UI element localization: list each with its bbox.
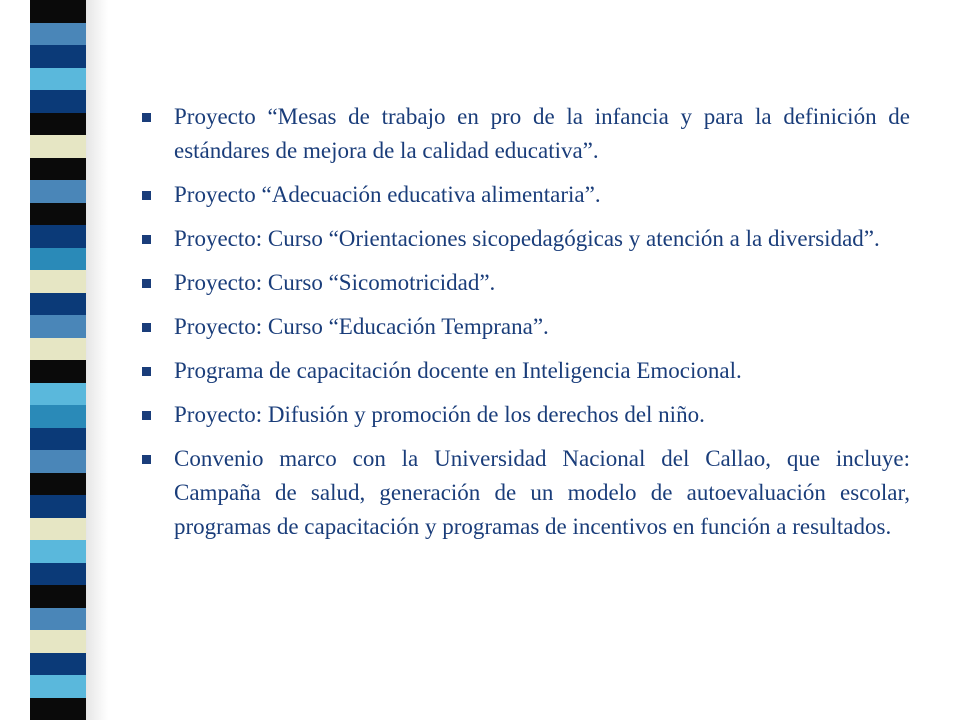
band-segment xyxy=(30,180,86,203)
band-segment xyxy=(30,383,86,406)
square-bullet-icon xyxy=(142,367,151,376)
band-segment xyxy=(30,68,86,91)
bullet-text: Convenio marco con la Universidad Nacional del Callao, que incluye: Campaña de salud, generación de un modelo de autoevaluación escolar, programas de capacitación y programas de incentivos en función a resultados. xyxy=(174,446,910,539)
band-segment xyxy=(30,0,86,23)
band-segment xyxy=(30,428,86,451)
bullet-text: Proyecto: Curso “Educación Temprana”. xyxy=(174,314,549,339)
square-bullet-icon xyxy=(142,235,151,244)
band-segment xyxy=(30,203,86,226)
bullet-text: Proyecto: Difusión y promoción de los derechos del niño. xyxy=(174,402,705,427)
band-segment xyxy=(30,518,86,541)
bullet-text: Proyecto “Adecuación educativa alimentaria”. xyxy=(174,182,601,207)
band-segment xyxy=(30,158,86,181)
square-bullet-icon xyxy=(142,323,151,332)
band-segment xyxy=(30,563,86,586)
band-segment xyxy=(30,135,86,158)
square-bullet-icon xyxy=(142,455,151,464)
band-segment xyxy=(30,473,86,496)
bullet-item xyxy=(140,222,910,256)
band-segment xyxy=(30,293,86,316)
bullet-item xyxy=(140,266,910,300)
band-segment xyxy=(30,338,86,361)
band-segment xyxy=(30,495,86,518)
bullet-item xyxy=(140,442,910,544)
bullet-text: Programa de capacitación docente en Inteligencia Emocional. xyxy=(174,358,742,383)
band-segment xyxy=(30,360,86,383)
bullet-item xyxy=(140,100,910,168)
square-bullet-icon xyxy=(142,411,151,420)
band-shadow xyxy=(86,0,108,720)
bullet-text: Proyecto: Curso “Orientaciones sicopedagógicas y atención a la diversidad”. xyxy=(174,226,880,251)
slide-content xyxy=(140,100,910,554)
band-segment xyxy=(30,113,86,136)
bullet-item xyxy=(140,354,910,388)
square-bullet-icon xyxy=(142,279,151,288)
band-segment xyxy=(30,23,86,46)
band-segment xyxy=(30,585,86,608)
band-segment xyxy=(30,653,86,676)
band-segment xyxy=(30,405,86,428)
band-segment xyxy=(30,630,86,653)
band-segment xyxy=(30,315,86,338)
band-segment xyxy=(30,450,86,473)
band-segment xyxy=(30,45,86,68)
band-segment xyxy=(30,248,86,271)
bullet-item xyxy=(140,178,910,212)
band-segment xyxy=(30,90,86,113)
band-segment xyxy=(30,270,86,293)
bullet-item xyxy=(140,398,910,432)
band-segment xyxy=(30,540,86,563)
band-segment xyxy=(30,675,86,698)
band-segment xyxy=(30,608,86,631)
band-segment xyxy=(30,225,86,248)
square-bullet-icon xyxy=(142,191,151,200)
square-bullet-icon xyxy=(142,113,151,122)
bullet-text: Proyecto: Curso “Sicomotricidad”. xyxy=(174,270,496,295)
bullet-item xyxy=(140,310,910,344)
bullet-list xyxy=(140,100,910,544)
band-segment xyxy=(30,698,86,720)
decorative-side-band xyxy=(30,0,86,720)
bullet-text: Proyecto “Mesas de trabajo en pro de la infancia y para la definición de estándares de mejora de la calidad educativa”. xyxy=(174,104,910,163)
